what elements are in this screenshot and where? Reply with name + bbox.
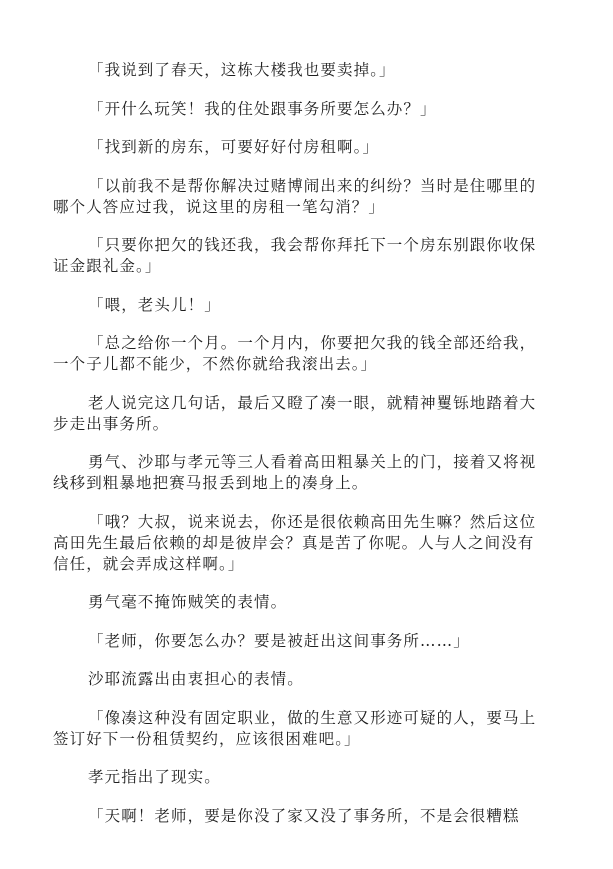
text-line: 沙耶流露出由衷担心的表情。 [88, 670, 304, 688]
text-line: 「我说到了春天，这栋大楼我也要卖掉。」 [88, 61, 396, 79]
text-line: 高田先生最后依赖的却是彼岸会？真是苦了你呢。人与人之间没有 [53, 533, 535, 552]
paragraph-2 [53, 99, 545, 120]
text-line: 签订好下一份租赁契约，应该很困难吧。」 [53, 729, 361, 748]
paragraph-14 [53, 708, 545, 750]
text-line: 哪个人答应过我，说这里的房租一笔勾消？」 [53, 197, 386, 216]
document-page [53, 60, 545, 844]
text-line: 孝元指出了现实。 [88, 768, 221, 786]
paragraph-15 [53, 767, 545, 788]
text-line: 证金跟礼金。」 [53, 257, 162, 275]
paragraph-13 [53, 669, 545, 690]
paragraph-10 [53, 512, 545, 575]
text-line: 一个子儿都不能少，不然你就给我滚出去。」 [53, 355, 378, 373]
text-line: 「哦？大叔，说来说去，你还是很依赖高田先生嘛？然后这位 [88, 512, 537, 531]
text-line: 步走出事务所。 [53, 414, 170, 433]
paragraph-16 [53, 806, 545, 827]
paragraph-1 [53, 60, 545, 81]
paragraph-6 [53, 295, 545, 316]
paragraph-9 [53, 452, 545, 494]
paragraph-7 [53, 333, 545, 375]
paragraph-12 [53, 631, 545, 652]
text-line: 老人说完这几句话，最后又瞪了凑一眼，就精神矍铄地踏着大 [88, 393, 537, 412]
paragraph-5 [53, 235, 545, 277]
text-line: 「老师，你要怎么办？要是被赶出这间事务所……」 [88, 631, 470, 650]
text-line: 「开什么玩笑！我的住处跟事务所要怎么办？」 [88, 99, 437, 118]
text-line: 「总之给你一个月。一个月内，你要把欠我的钱全部还给我， [88, 334, 537, 352]
text-line: 「以前我不是帮你解决过赌博闹出来的纠纷？当时是住哪里的 [88, 176, 537, 195]
text-line: 「像凑这种没有固定职业，做的生意又形迹可疑的人，要马上 [88, 708, 537, 727]
paragraph-4 [53, 176, 545, 218]
text-line: 勇气、沙耶与孝元等三人看着高田粗暴关上的门，接着又将视 [88, 453, 537, 471]
text-line: 线移到粗暴地把赛马报丢到地上的凑身上。 [53, 474, 369, 492]
text-line: 勇气毫不掩饰贼笑的表情。 [88, 593, 288, 611]
text-line: 「只要你把欠的钱还我，我会帮你拜托下一个房东别跟你收保 [88, 236, 537, 254]
paragraph-8 [53, 393, 545, 435]
paragraph-11 [53, 592, 545, 613]
text-line: 「找到新的房东，可要好好付房租啊。」 [88, 138, 380, 156]
text-line: 「喂，老头儿！」 [88, 295, 221, 314]
text-line: 信任，就会弄成这样啊。」 [53, 554, 245, 573]
paragraph-3 [53, 137, 545, 158]
text-line: 「天啊！老师，要是你没了家又没了事务所，不是会很糟糕 [88, 806, 520, 825]
